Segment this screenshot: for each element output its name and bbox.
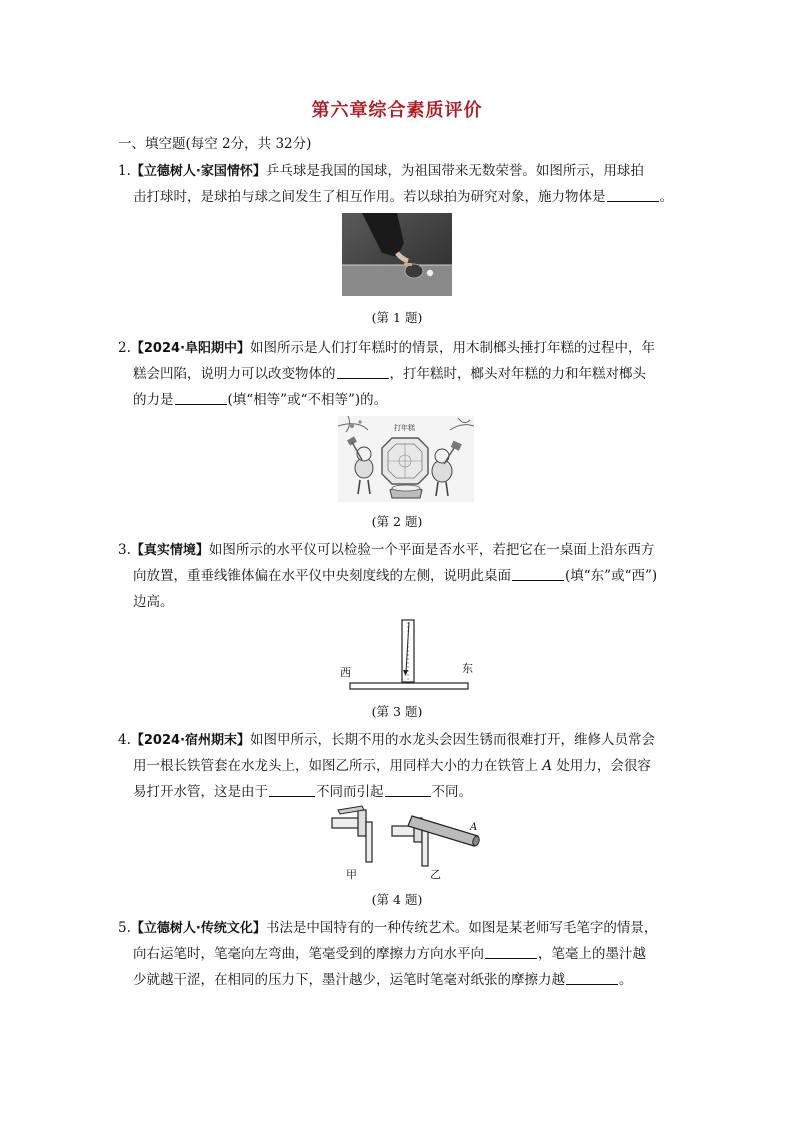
q2-answer-blank-2[interactable] (175, 392, 227, 405)
q3-line-3: 边高。 (133, 594, 174, 610)
q5-answer-blank-1[interactable] (485, 946, 537, 959)
q2-figure-label: 打年糕 (394, 424, 415, 432)
q3-text-2b: (填“东”或“西”) (565, 568, 658, 584)
q2-text-1: 如图所示是人们打年糕时的情景，用木制榔头捶打年糕的过程中，年 (250, 340, 656, 356)
q5-line-1 (118, 919, 657, 938)
q4-line-3 (133, 783, 472, 801)
q1-text-2: 击打球时，是球拍与球之间发生了相互作用。若以球拍为研究对象，施力物体是 (133, 189, 606, 205)
q1-ping-pong-photo (342, 213, 452, 296)
q2-text-2a: 糕会凹陷，说明力可以改变物体的 (133, 366, 336, 382)
q4-faucet-figure (328, 804, 488, 882)
q2-line-3 (133, 391, 387, 409)
q4-line-1 (118, 731, 655, 750)
q2-line-1 (118, 339, 655, 358)
q5-line-3 (133, 971, 633, 989)
q1-line-2 (133, 188, 673, 206)
q4-tag: 【2024·宿州期末】 (130, 733, 251, 748)
q2-text-2b: ，打年糕时，榔头对年糕的力和年糕对榔头 (389, 366, 646, 382)
q5-text-2a: 向右运笔时，笔毫向左弯曲，笔毫受到的摩擦力方向水平向 (133, 946, 484, 962)
q4-number: 4. (118, 732, 131, 748)
q4-text-3b: 不同而引起 (316, 784, 384, 800)
q3-answer-blank[interactable] (512, 568, 564, 581)
q3-number: 3. (118, 542, 131, 558)
page-title: 第六章综合素质评价 (311, 100, 483, 121)
q4-answer-blank-2[interactable] (385, 784, 431, 797)
q1-answer-blank[interactable] (607, 189, 659, 202)
q4-text-2b: 处用力，会很容 (552, 758, 651, 774)
section-heading: 一、填空题(每空 2分，共 32分) (118, 136, 312, 152)
q4-text-1: 如图甲所示，长期不用的水龙头会因生锈而很难打开，维修人员常会 (250, 732, 656, 748)
q4-text-2a: 用一根长铁管套在水龙头上，如图乙所示，用同样大小的力在铁管上 (133, 758, 543, 774)
q3-label-west: 西 (340, 666, 351, 679)
q4-line-2 (133, 757, 651, 775)
q2-tag: 【2024·阜阳期中】 (130, 341, 251, 356)
q4-text-3c: 不同。 (431, 784, 472, 800)
q5-line-2 (133, 945, 646, 963)
q5-text-3a: 少就越干涩，在相同的压力下，墨汁越少，运笔时笔毫对纸张的摩擦力越 (133, 972, 565, 988)
q3-line-2 (133, 567, 657, 585)
q4-label-a: A (470, 822, 478, 833)
q4-label-yi: 乙 (430, 868, 441, 881)
q1-text-1: 乒乓球是我国的国球，为祖国带来无数荣誉。如图所示，用球拍 (265, 163, 644, 179)
q4-point-a: A (542, 758, 553, 774)
q5-answer-blank-2[interactable] (566, 972, 618, 985)
q3-tag: 【真实情境】 (130, 543, 209, 558)
q5-text-2b: ，笔毫上的墨汁越 (538, 946, 646, 962)
q1-line-1 (118, 162, 644, 181)
q1-number: 1. (118, 163, 131, 179)
q3-label-east: 东 (462, 662, 473, 675)
q1-text-end: 。 (659, 189, 673, 205)
q2-text-3a: 的力是 (133, 392, 174, 408)
q4-caption: (第 4 题) (371, 892, 423, 907)
q3-level-instrument-figure (336, 616, 476, 692)
q2-number: 2. (118, 340, 131, 356)
q2-rice-cake-illustration (338, 416, 474, 502)
q5-text-3b: 。 (619, 972, 633, 988)
q3-caption: (第 3 题) (371, 704, 423, 719)
q5-number: 5. (118, 920, 131, 936)
q4-answer-blank-1[interactable] (269, 784, 315, 797)
q3-text-2a: 向放置，重垂线锥体偏在水平仪中央刻度线的左侧，说明此桌面 (133, 568, 511, 584)
q5-text-1: 书法是中国特有的一种传统艺术。如图是某老师写毛笔字的情景， (265, 920, 658, 936)
q2-answer-blank-1[interactable] (337, 366, 389, 379)
q2-text-3b: (填“相等”或“不相等”)的。 (227, 392, 388, 408)
q3-text-1: 如图所示的水平仪可以检验一个平面是否水平，若把它在一桌面上沿东西方 (208, 542, 655, 558)
q4-text-3a: 易打开水管，这是由于 (133, 784, 268, 800)
q5-tag: 【立德树人·传统文化】 (130, 921, 266, 936)
q2-line-2 (133, 365, 646, 383)
q1-caption: (第 1 题) (371, 310, 423, 325)
q1-tag: 【立德树人·家国情怀】 (130, 164, 266, 179)
q2-caption: (第 2 题) (371, 514, 423, 529)
q3-line-1 (118, 541, 654, 560)
q4-label-jia: 甲 (346, 868, 357, 881)
